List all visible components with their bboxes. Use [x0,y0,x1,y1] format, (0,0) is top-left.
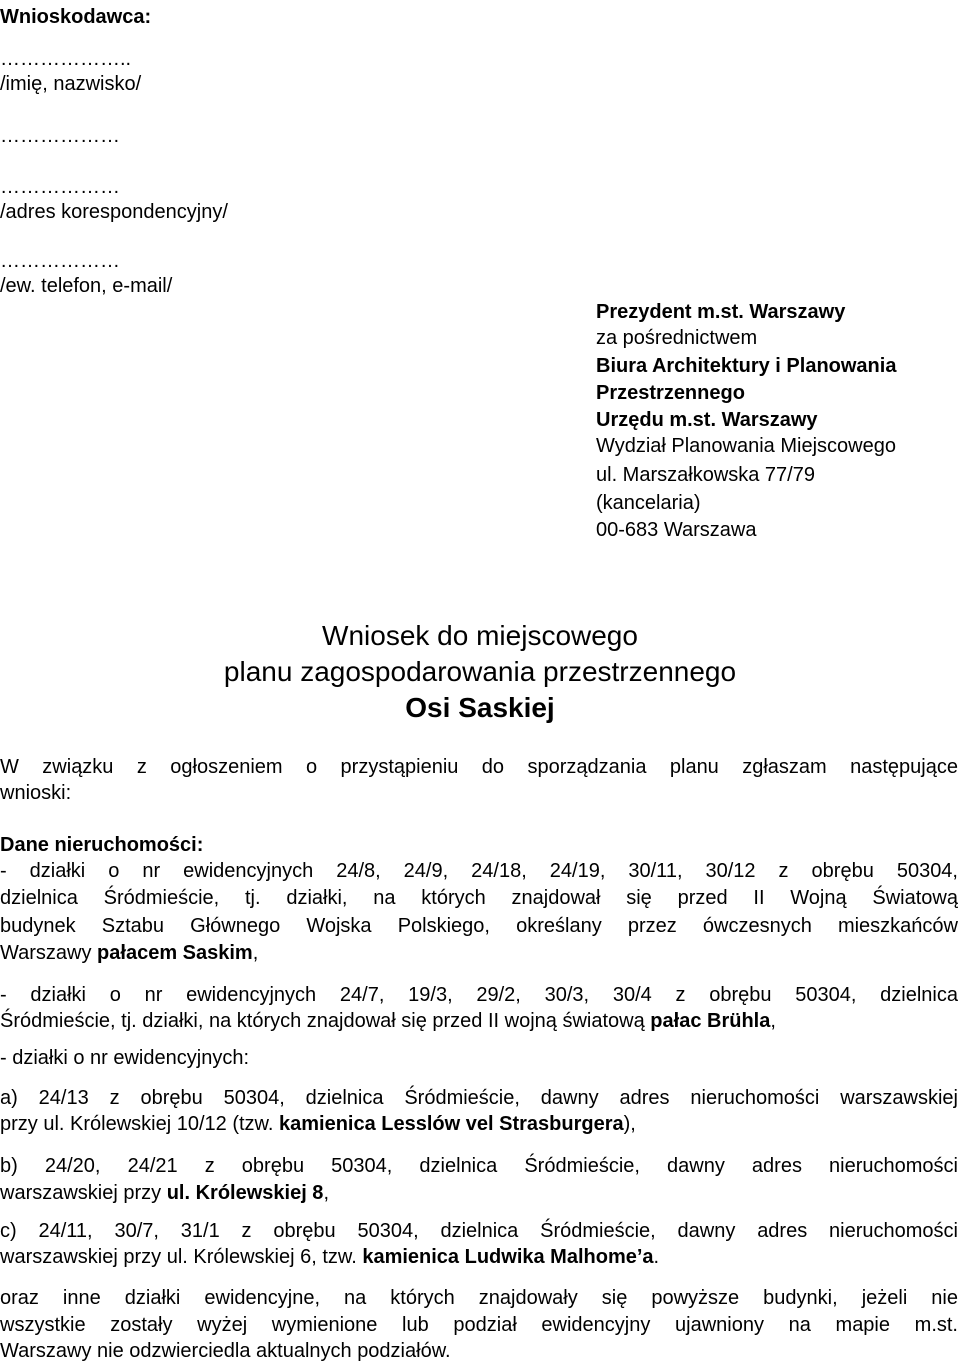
text-run: , [770,1010,776,1032]
text-run: , [252,942,259,964]
applicant-contact-dots: ……………… [0,250,120,272]
intro-line: W związku z ogłoszeniem o przystąpieniu do sporządzania planu zgłaszam następujące [0,756,958,778]
recipient-line: Urzędu m.st. Warszawy [596,409,818,431]
building-name: kamienica Lesslów vel Strasburgera [279,1113,624,1135]
paragraph-line: a) 24/13 z obrębu 50304, dzielnica Śródmieście, dawny adres nieruchomości warszawskiej [0,1087,958,1109]
text-run: Warszawy [0,942,98,964]
text-run: warszawskiej przy ul. Królewskiej 6, tzw. [0,1246,363,1268]
paragraph-line: - działki o nr ewidencyjnych: [0,1047,249,1069]
applicant-name-dots: ……………….. [0,48,132,70]
recipient-line: ul. Marszałkowska 77/79 [596,464,815,486]
paragraph-line [0,1244,958,1270]
recipient-line: Prezydent m.st. Warszawy [596,301,846,323]
paragraph-line: - działki o nr ewidencyjnych 24/8, 24/9, 24/18, 24/19, 30/11, 30/12 z obrębu 50304, [0,860,958,882]
paragraph-line: budynek Sztabu Głównego Wojska Polskiego, określany przez ówczesnych mieszkańców [0,915,958,937]
paragraph-line: oraz inne działki ewidencyjne, na których znajdowały się powyższe budynki, jeżeli nie [0,1287,958,1309]
applicant-heading: Wnioskodawca: [0,6,152,28]
recipient-line: 00-683 Warszawa [596,519,757,541]
paragraph-line: c) 24/11, 30/7, 31/1 z obrębu 50304, dzielnica Śródmieście, dawny adres nieruchomości [0,1220,958,1242]
building-name: pałacem Saskim [97,942,253,964]
document-title-line-3: Osi Saskiej [405,692,555,723]
applicant-contact-label: /ew. telefon, e-mail/ [0,275,173,297]
paragraph-line: b) 24/20, 24/21 z obrębu 50304, dzielnica Śródmieście, dawny adres nieruchomości [0,1155,958,1177]
applicant-address-dots-1: ……………… [0,125,120,147]
recipient-line: (kancelaria) [596,492,701,514]
text-run: . [653,1246,660,1268]
paragraph-line: - działki o nr ewidencyjnych 24/7, 19/3, 29/2, 30/3, 30/4 z obrębu 50304, dzielnica [0,984,958,1006]
text-run: przy ul. Królewskiej 10/12 (tzw. [0,1113,279,1135]
text-run: ), [623,1113,636,1135]
paragraph-line [0,940,958,966]
text-run: , [323,1182,329,1204]
building-name: kamienica Ludwika Malhome’a [362,1246,654,1268]
paragraph-line [0,1111,958,1137]
recipient-line: Biura Architektury i Planowania [596,355,897,377]
paragraph-line: dzielnica Śródmieście, tj. działki, na których znajdował się przed II Wojną Światową [0,887,958,909]
paragraph-line [0,1008,958,1034]
paragraph-line: Warszawy nie odzwierciedla aktualnych podziałów. [0,1340,451,1362]
paragraph-line: wszystkie zostały wyżej wymienione lub podział ewidencyjny ujawniony na mapie m.st. [0,1314,958,1336]
building-name: pałac Brühla [650,1010,771,1032]
applicant-address-dots-2: ……………… [0,176,120,198]
paragraph-line [0,1180,958,1206]
recipient-line: Przestrzennego [596,382,745,404]
building-name: ul. Królewskiej 8 [166,1182,324,1204]
recipient-line: Wydział Planowania Miejscowego [596,435,896,457]
recipient-line: za pośrednictwem [596,327,758,349]
text-run: warszawskiej przy [0,1182,167,1204]
property-heading: Dane nieruchomości: [0,834,204,856]
document-title-line-1: Wniosek do miejscowego [322,620,638,651]
applicant-name-label: /imię, nazwisko/ [0,73,142,95]
applicant-address-label: /adres korespondencyjny/ [0,201,228,223]
text-run: Śródmieście, tj. działki, na których znajdował się przed II wojną światową [0,1010,651,1032]
document-title-line-2: planu zagospodarowania przestrzennego [223,656,737,687]
intro-line: wnioski: [0,782,72,804]
